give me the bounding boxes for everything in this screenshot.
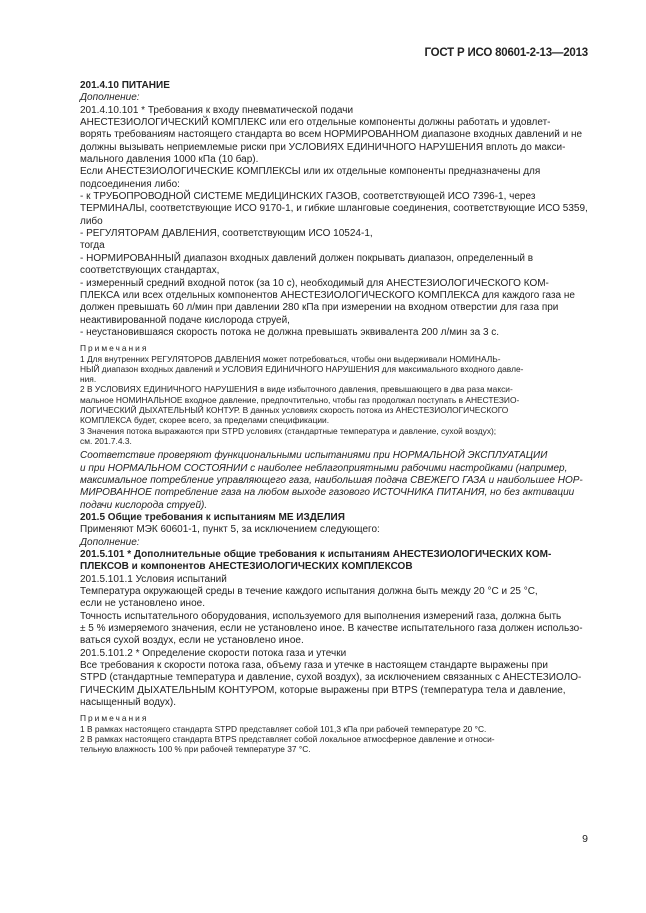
text-line: Примечания [80,343,149,354]
text-line: КОМПЛЕКСА будет, скорее всего, за пределами спецификации. [80,415,330,426]
text-line: Температура окружающей среды в течение каждого испытания должна быть между 20 °C и 25 °C, [80,585,538,597]
text-line: ПЛЕКСОВ и компонентов АНЕСТЕЗИОЛОГИЧЕСКИХ КОМПЛЕКСОВ [80,561,413,573]
text-line: Дополнение: [80,536,140,548]
text-line: см. 201.7.4.3. [80,435,132,446]
text-line: должен превышать 60 л/мин при давлении 280 кПа при измерении на входном отверстии для газа при [80,302,559,314]
text-line: НЫЙ диапазон входных давлений и УСЛОВИЯ ЕДИНИЧНОГО НАРУШЕНИЯ для максимального входного давле- [80,363,524,374]
text-line: ЛОГИЧЕСКИЙ ДЫХАТЕЛЬНЫЙ КОНТУР. В данных условиях скорость потока из АНЕСТЕЗИОЛОГИЧЕСКОГО [80,405,509,415]
text-line: должны вызывать неприемлемые риски при УСЛОВИЯХ ЕДИНИЧНОГО НАРУШЕНИЯ вплоть до макси- [80,141,566,153]
text-line: ± 5 % измеряемого значения, если не установлено иное. В качестве испытательного газа должен использо- [80,623,583,634]
text-line: подсоединения либо: [80,178,180,190]
text-line: максимальное потребление управляющего газа, наибольшая подача СВЕЖЕГО ГАЗА и наибольшее НОР- [80,474,583,486]
text-line: 201.5.101 * Дополнительные общие требования к испытаниям АНЕСТЕЗИОЛОГИЧЕСКИХ КОМ- [80,548,552,560]
text-line: 2 В УСЛОВИЯХ ЕДИНИЧНОГО НАРУШЕНИЯ в виде избыточного давления, превышающего в два раза макси- [80,384,513,395]
text-line: подачи кислорода струей). [80,499,208,511]
text-line: ПЛЕКСА или всех отдельных компонентов АНЕСТЕЗИОЛОГИЧЕСКОГО КОМПЛЕКСА для каждого газа не [80,289,575,301]
text-line: АНЕСТЕЗИОЛОГИЧЕСКИЙ КОМПЛЕКС или его отдельные компоненты должны работать и удовлет- [80,117,551,129]
text-line: либо [80,215,103,227]
running-header: ГОСТ Р ИСО 80601-2-13—2013 [424,47,588,59]
text-line: насыщенный водух). [80,697,177,709]
text-line: STPD (стандартные температура и давление, сухой воздух), за исключением связанных с АНЕСТЕЗИОЛО- [80,672,582,684]
text-line: неактивированной подаче кислорода струей, [80,314,290,326]
text-line: Все требования к скорости потока газа, объему газа и утечке в настоящем стандарте выражены при [80,660,548,672]
text-line: если не установлено иное. [80,598,205,610]
text-line: мального давления 1000 кПа (10 бар). [80,154,259,166]
text-line: ворять требованиям настоящего стандарта во всем НОРМИРОВАННОМ диапазоне входных давлений и не [80,129,583,141]
text-line: 201.4.10 ПИТАНИЕ [80,80,170,91]
text-line: - неустановившаяся скорость потока не должна превышать эквивалента 200 л/мин за 3 с. [80,326,500,338]
text-line: ния. [80,374,97,385]
text-line: ваться сухой воздух, если не установлено иное. [80,635,304,647]
body-text [80,80,588,755]
text-line: тогда [80,240,105,252]
text-line: - РЕГУЛЯТОРАМ ДАВЛЕНИЯ, соответствующим ИСО 10524-1, [80,228,373,240]
text-line: 3 Значения потока выражаются при STPD условиях (стандартные температура и давление, сухой воздух); [80,425,497,436]
text-line: Примечания [80,713,149,724]
text-line: мальное НОМИНАЛЬНОЕ входное давление, предпочтительно, чтобы газ продолжал поступать в АНЕСТЕЗИО- [80,394,520,405]
text-line: соответствующих стандартах, [80,265,220,277]
text-line: Дополнение: [80,92,140,104]
text-line: тельную влажность 100 % при рабочей температуре 37 °C. [80,744,311,755]
text-line: 1 Для внутренних РЕГУЛЯТОРОВ ДАВЛЕНИЯ может потребоваться, чтобы они выдерживали НОМИНАЛЬ- [80,353,501,364]
text-line: 201.5.101.1 Условия испытаний [80,573,227,585]
text-line: 201.5.101.2 * Определение скорости потока газа и утечки [80,647,347,659]
page-number: 9 [582,833,588,845]
text-line: Точность испытательного оборудования, используемого для выполнения измерений газа, должна быть [80,610,562,622]
text-line: 2 В рамках настоящего стандарта BTPS представляет собой локальное атмосферное давление и относи- [80,734,495,744]
text-line: ТЕРМИНАЛЫ, соответствующие ИСО 9170-1, и гибкие шланговые соединения, соответствующие ИСО 5359, [80,203,588,215]
text-line: ГИЧЕСКИМ ДЫХАТЕЛЬНЫМ КОНТУРОМ, которые выражены при BTPS (температура тела и давление, [80,684,566,696]
text-line: - к ТРУБОПРОВОДНОЙ СИСТЕМЕ МЕДИЦИНСКИХ ГАЗОВ, соответствующей ИСО 7396-1, через [80,191,536,203]
text-line: - измеренный средний входной поток (за 10 с), необходимый для АНЕСТЕЗИОЛОГИЧЕСКОГО КОМ- [80,277,549,289]
text-line: 1 В рамках настоящего стандарта STPD представляет собой 101,3 кПа при рабочей температуре 20 °C. [80,723,487,734]
text-line: Если АНЕСТЕЗИОЛОГИЧЕСКИЕ КОМПЛЕКСЫ или их отдельные компоненты предназначены для [80,166,541,178]
text-line: - НОРМИРОВАННЫЙ диапазон входных давлений должен покрывать диапазон, определенный в [80,252,534,264]
text-line: 201.4.10.101 * Требования к входу пневматической подачи [80,104,354,116]
text-line: и при НОРМАЛЬНОМ СОСТОЯНИИ с наиболее неблагоприятными рабочими настройками (например, [80,462,568,474]
text-line: Применяют МЭК 60601-1, пункт 5, за исключением следующего: [80,524,380,536]
text-line: МИРОВАННОЕ потребление газа на любом выходе газового ИСТОЧНИКА ПИТАНИЯ, но без активации [80,487,575,499]
text-line: 201.5 Общие требования к испытаниям МЕ ИЗДЕЛИЯ [80,511,345,523]
text-line: Соответствие проверяют функциональными испытаниями при НОРМАЛЬНОЙ ЭКСПЛУАТАЦИИ [80,450,548,462]
